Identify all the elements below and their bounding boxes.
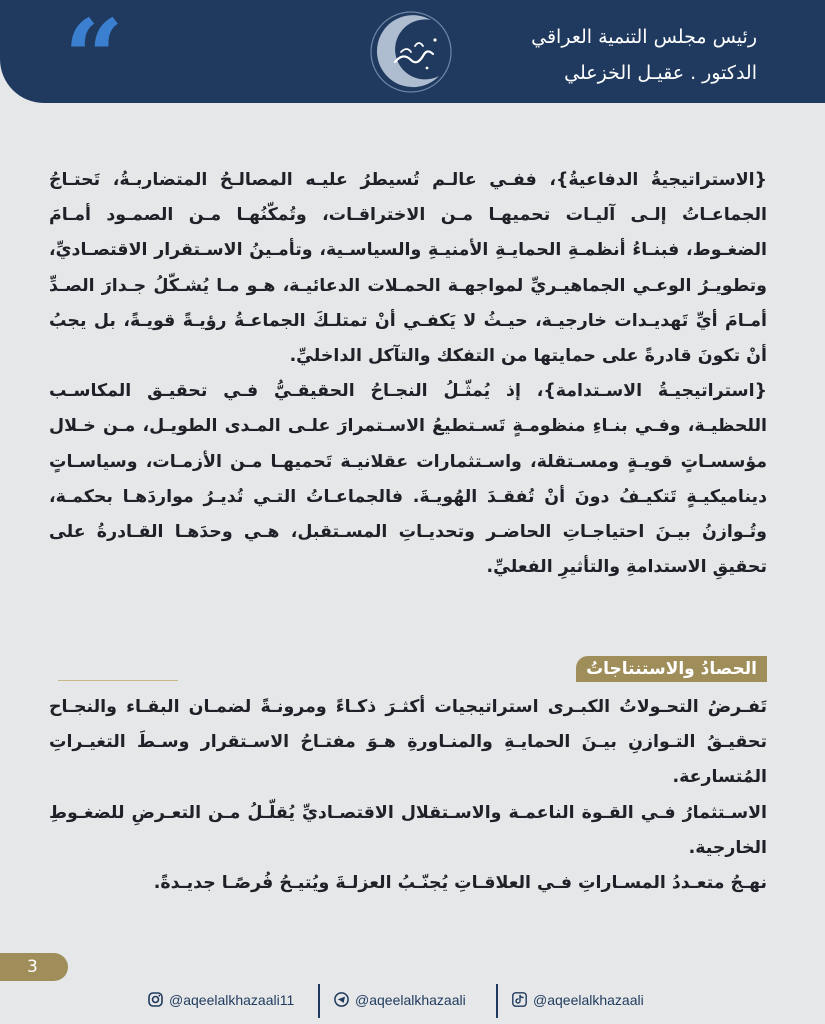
main-body <box>49 163 767 585</box>
crescent-moon-calligraphy-icon <box>365 6 461 98</box>
telegram-handle: @aqeelalkhazaali <box>355 992 466 1008</box>
conclusion-item: تَفـرضُ التحـولاتُ الكبـرى استراتيجيات أكثـرَ ذكـاءً ومرونـةً لضمـان البقـاء والنجـاح تحقيـقُ التـوازنِ بيـنَ الحمايـةِ والمنـاورةِ هـوَ مفتـاحُ الاسـتقرار وسـطَ التغيـراتِ المُتسارعة. <box>49 697 767 788</box>
tiktok-handle: @aqeelalkhazaali <box>533 992 644 1008</box>
footer-divider <box>496 984 498 1018</box>
paragraph-defense-strategy: {الاستراتيجيةُ الدفاعيةُ}، ففـي عالـم تُسيطرُ عليـه المصالـحُ المتضاربـةُ، تَحتـاجُ الجماعـاتُ إلـى آليـات تحميهـا مـن الاختراقـات، وتُمكّنُهـا مـن الصمـود أمـامَ الضغـوط، فبنـاءُ أنظمـةِ الحمايـةِ الأمنيـةِ والسياسـية، وتأمـينُ الاسـتقرار الاقتصـاديِّ، وتطويـرُ الوعـي الجماهيـريِّ لمواجهـة الحمـلات الدعائيـة، هـو مـا يُشـكّلُ جـدارَ الصـدِّ أمـامَ أيِّ تَهديـدات خارجيـة، حيـثُ لا يَكفـي أنْ تمتلـكَ الجماعـةُ رؤيـةً قويـةً، بل يجبُ أنْ تكونَ قادرةً على حمايتها من التفكك والتآكل الداخليِّ. <box>49 170 767 367</box>
conclusion-item: الاسـتثمارُ فـي القـوة الناعمـة والاسـتقلال الاقتصـاديِّ يُقلّـلُ مـن التعـرضِ للضغـوطِ الخارجية. <box>49 802 767 858</box>
quote-mark-icon: “ <box>64 0 124 119</box>
section-heading: الحصادُ والاستنتاجاتُ <box>576 656 767 682</box>
telegram-icon <box>334 992 349 1010</box>
section-divider <box>58 680 178 681</box>
social-footer <box>0 984 825 1024</box>
page-header <box>0 0 825 119</box>
conclusion-item: نهـجُ متعـددُ المسـاراتِ فـي العلاقـاتِ يُجنّـبُ العزلـةَ ويُتيـحُ فُرصًـا جديـدةً. <box>153 873 767 894</box>
instagram-handle: @aqeelalkhazaali11 <box>169 992 295 1008</box>
paragraph-sustainability-strategy: {استراتيجيـةُ الاسـتدامة}، إذ يُمثّـلُ النجـاحُ الحقيقـيُّ فـي تحقيـق المكاسـب اللحظيـة، وفـي بنـاءِ منظومـةٍ تَسـتطيعُ الاسـتمرارَ علـى المـدى الطويـل، مـن خـلال مؤسسـاتٍ قويـةٍ ومسـتقلة، واسـتثمارات عقلانيـة تَحميهـا مـن الأزمـات، وسياسـاتٍ ديناميكيـةٍ تَتكيـفُ دونَ أنْ تُفقـدَ الهُويـةَ. فالجماعـاتُ التـي تُديـرُ مواردَهـا بحكمـة، وتُـوازنُ بيـنَ احتياجـاتِ الحاضـر وتحديـاتِ المسـتقبل، هـي وحدَهـا القـادرةُ على تحقيقِ الاستدامةِ والتأثيرِ الفعليِّ. <box>49 381 767 578</box>
footer-divider <box>318 984 320 1018</box>
author-title: رئيس مجلس التنمية العراقي <box>531 26 757 48</box>
page-number: 3 <box>0 953 68 981</box>
tiktok-link[interactable] <box>512 992 644 1010</box>
tiktok-icon <box>512 992 527 1010</box>
author-name: الدكتور . عقيـل الخزعلي <box>564 62 757 84</box>
telegram-link[interactable] <box>334 992 466 1010</box>
instagram-icon <box>148 992 163 1010</box>
instagram-link[interactable] <box>148 992 294 1010</box>
conclusions-list <box>49 690 767 901</box>
